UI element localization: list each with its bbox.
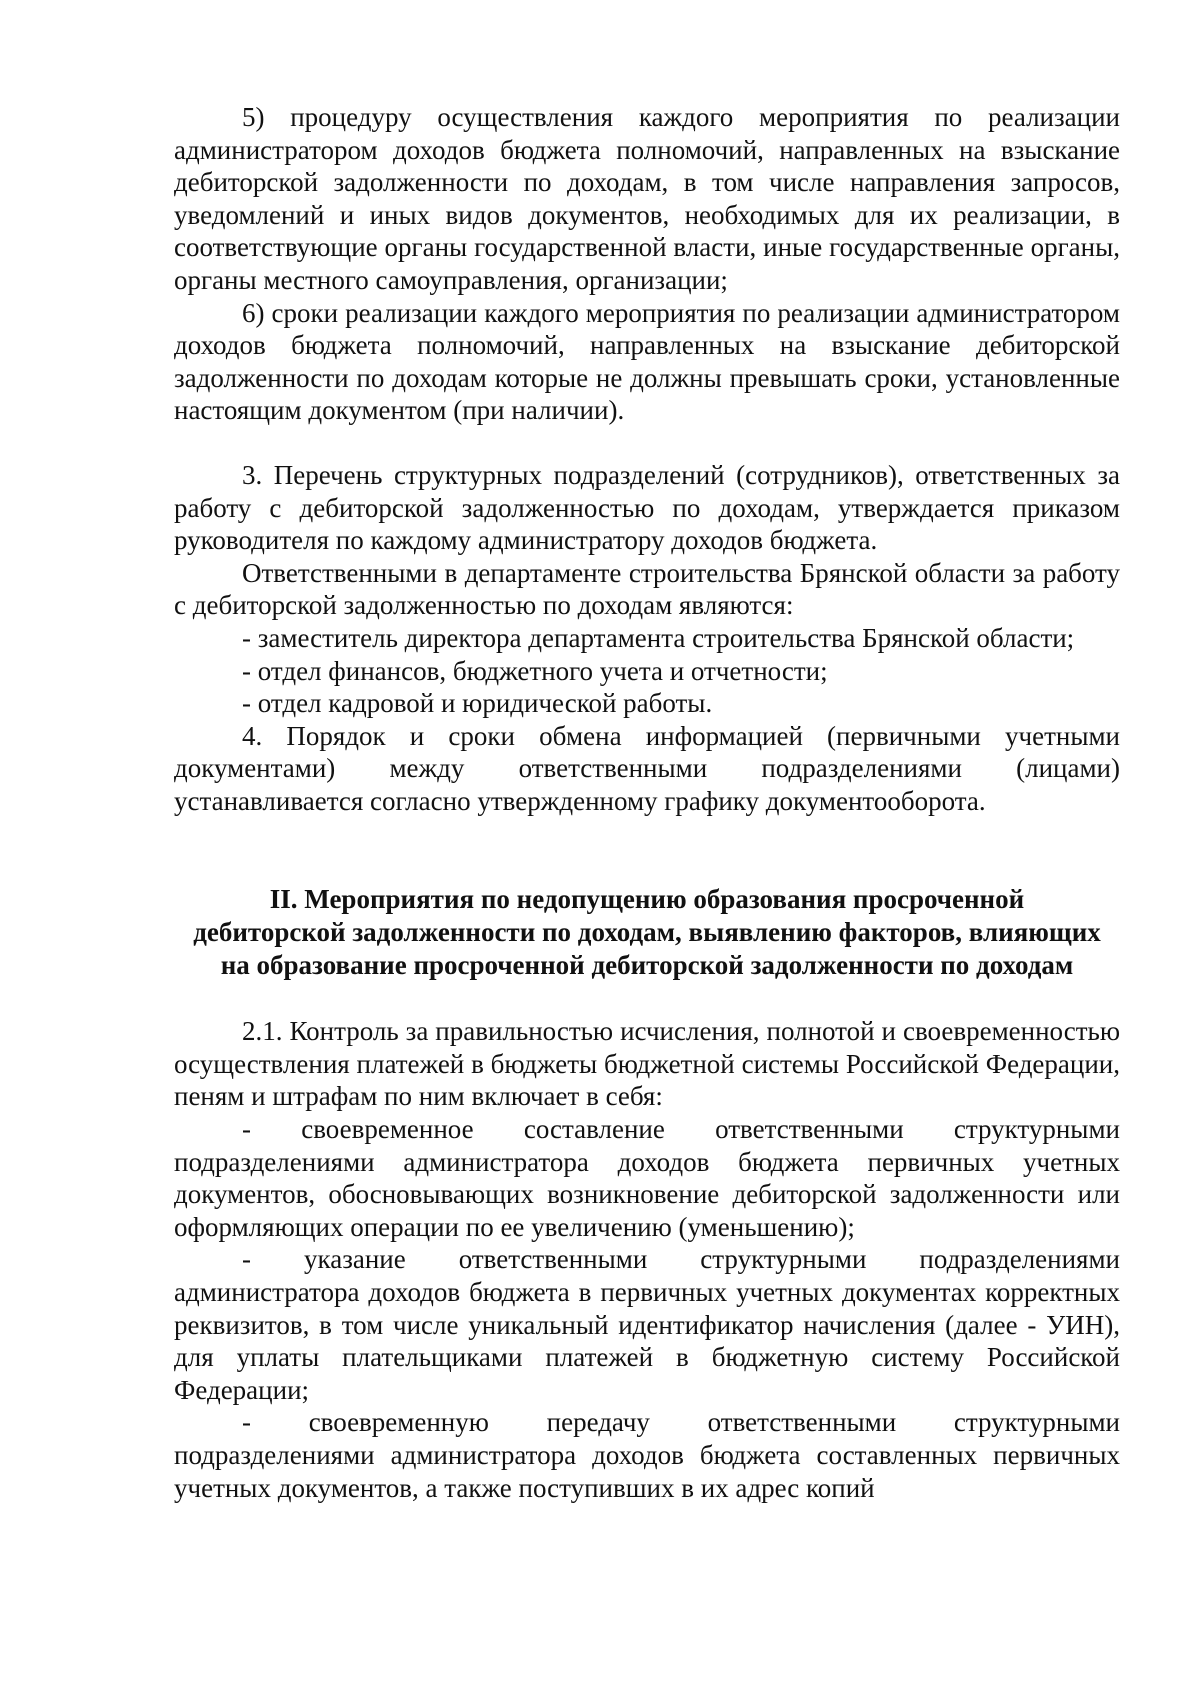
list-item-deputy-director: - заместитель директора департамента строительства Брянской области; [242, 622, 1075, 653]
list-item-finance-department: - отдел финансов, бюджетного учета и отчетности; [242, 655, 828, 686]
list-item-timely-transfer: - своевременную передачу ответственными структурными подразделениями администратора доходов бюджета составленных первичных учетных документов, а также поступивших в их адрес копий [174, 1407, 1120, 1503]
document-page [174, 101, 1120, 1504]
paragraph-item-6: 6) сроки реализации каждого мероприятия по реализации администратором доходов бюджета полномочий, направленных на взыскание дебиторской задолженности по доходам которые не должны превышать сроки, установленные настоящим документом (при наличии). [174, 297, 1120, 426]
paragraph-section-3: 3. Перечень структурных подразделений (сотрудников), ответственных за работу с дебиторской задолженностью по доходам, утверждается приказом руководителя по каждому администратору доходов бюджета. [174, 459, 1120, 556]
section-heading-2: II. Мероприятия по недопущению образования просроченной дебиторской задолженности по доходам, выявлению факторов, влияющих на образование просроченной дебиторской задолженности по доходам [193, 884, 1101, 980]
paragraph-responsible: Ответственными в департаменте строительства Брянской области за работу с дебиторской задолженностью по доходам являются: [174, 557, 1120, 621]
list-item-hr-legal-department: - отдел кадровой и юридической работы. [242, 688, 713, 719]
paragraph-section-4: 4. Порядок и сроки обмена информацией (первичными учетными документами) между ответственными подразделениями (лицами) устанавливается согласно утвержденному графику документооборота. [174, 720, 1120, 816]
list-item-timely-drafting: - своевременное составление ответственными структурными подразделениями администратора доходов бюджета первичных учетных документов, обосновывающих возникновение дебиторской задолженности или оформляющих операции по ее увеличению (уменьшению); [174, 1114, 1120, 1242]
paragraph-item-5: 5) процедуру осуществления каждого мероприятия по реализации администратором доходов бюджета полномочий, направленных на взыскание дебиторской задолженности по доходам, в том числе направления запросов, уведомлений и иных видов документов, необходимых для их реализации, в соответствующие органы государственной власти, иные государственные органы, органы местного самоуправления, организации; [174, 102, 1120, 295]
list-item-correct-requisites: - указание ответственными структурными подразделениями администратора доходов бюджета в первичных учетных документах корректных реквизитов, в том числе уникальный идентификатор начисления (далее - УИН), для уплаты плательщиками платежей в бюджетную систему Российской Федерации; [174, 1244, 1120, 1405]
paragraph-2-1: 2.1. Контроль за правильностью исчисления, полнотой и своевременностью осуществления платежей в бюджеты бюджетной системы Российской Федерации, пеням и штрафам по ним включает в себя: [174, 1016, 1120, 1112]
